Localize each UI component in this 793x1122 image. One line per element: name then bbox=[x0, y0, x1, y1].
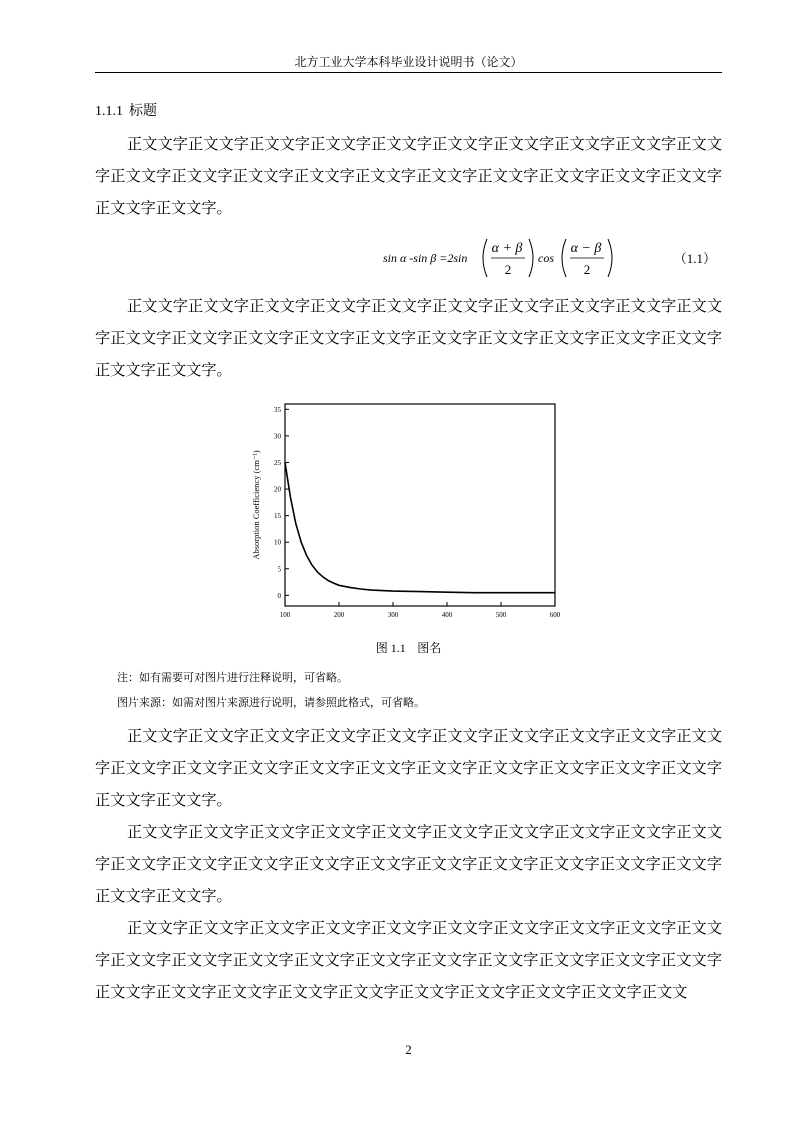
y-tick-label: 0 bbox=[277, 591, 281, 600]
equation-number: （1.1） bbox=[673, 251, 716, 266]
y-tick-label: 20 bbox=[274, 485, 281, 494]
section-title: 标题 bbox=[129, 103, 157, 119]
equation-den2: 2 bbox=[583, 262, 591, 277]
page-header: 北方工业大学本科毕业设计说明书（论文） bbox=[294, 55, 523, 69]
paren-close-1 bbox=[529, 239, 533, 277]
y-tick-label: 25 bbox=[274, 458, 281, 467]
x-tick-label: 100 bbox=[279, 611, 291, 619]
y-tick-label: 35 bbox=[274, 405, 281, 414]
page-number: 2 bbox=[405, 1042, 412, 1057]
y-axis-label: Absorption Coefficiency (cm⁻¹) bbox=[251, 450, 261, 560]
x-tick-label: 400 bbox=[441, 611, 453, 619]
series-line bbox=[285, 463, 555, 593]
figure-caption-title: 图名 bbox=[417, 641, 442, 655]
paren-open-1 bbox=[483, 239, 487, 277]
x-tick-label: 500 bbox=[495, 611, 507, 619]
section-heading bbox=[95, 102, 157, 121]
equation-lhs: sin α -sin β =2sin bbox=[383, 251, 468, 265]
y-tick-label: 15 bbox=[274, 512, 281, 521]
equation-num2: α − β bbox=[570, 241, 602, 256]
x-tick-label: 200 bbox=[333, 611, 345, 619]
figure-source: 图片来源：如需对图片来源进行说明，请参照此格式，可省略。 bbox=[117, 696, 425, 709]
body-paragraph-5: 正文文字正文文字正文文字正文文字正文文字正文文字正文文字正文文字正文文字正文文字正文文字正文文字正文文字正文文字正文文字正文文字正文文字正文文字正文文字正文文字正文文字正文文字正文文字正文文字正文文字正文文字正文文字正文文字正文文字正文文 bbox=[95, 919, 722, 1001]
equation-row bbox=[95, 233, 722, 283]
body-paragraph-1: 正文文字正文文字正文文字正文文字正文文字正文文字正文文字正文文字正文文字正文文字正文文字正文文字正文文字正文文字正文文字正文文字正文文字正文文字正文文字正文文字正文文字正文文字。 bbox=[95, 135, 722, 217]
header-rule bbox=[95, 72, 722, 73]
figure-caption bbox=[95, 640, 722, 656]
body-paragraph-2: 正文文字正文文字正文文字正文文字正文文字正文文字正文文字正文文字正文文字正文文字正文文字正文文字正文文字正文文字正文文字正文文字正文文字正文文字正文文字正文文字正文文字正文文字。 bbox=[95, 297, 722, 379]
paren-open-2 bbox=[562, 239, 566, 277]
figure-chart bbox=[245, 400, 570, 628]
x-tick-label: 300 bbox=[387, 611, 399, 619]
x-tick-label: 600 bbox=[549, 611, 561, 619]
plot-frame bbox=[285, 404, 555, 606]
equation-cos: cos bbox=[538, 251, 554, 265]
y-tick-label: 30 bbox=[274, 432, 281, 441]
y-tick-label: 5 bbox=[277, 565, 281, 574]
figure-note: 注：如有需要可对图片进行注释说明，可省略。 bbox=[117, 671, 348, 684]
body-paragraph-3: 正文文字正文文字正文文字正文文字正文文字正文文字正文文字正文文字正文文字正文文字正文文字正文文字正文文字正文文字正文文字正文文字正文文字正文文字正文文字正文文字正文文字正文文字。 bbox=[95, 727, 722, 809]
paren-close-2 bbox=[608, 239, 612, 277]
figure-caption-number: 图 1.1 bbox=[375, 641, 406, 655]
equation-num1: α + β bbox=[491, 241, 523, 256]
section-number: 1.1.1 bbox=[95, 104, 123, 119]
body-paragraph-4: 正文文字正文文字正文文字正文文字正文文字正文文字正文文字正文文字正文文字正文文字正文文字正文文字正文文字正文文字正文文字正文文字正文文字正文文字正文文字正文文字正文文字正文文字。 bbox=[95, 823, 722, 905]
equation-den1: 2 bbox=[504, 262, 512, 277]
equation bbox=[383, 235, 633, 281]
absorption-chart bbox=[245, 400, 570, 628]
y-tick-label: 10 bbox=[274, 538, 281, 547]
